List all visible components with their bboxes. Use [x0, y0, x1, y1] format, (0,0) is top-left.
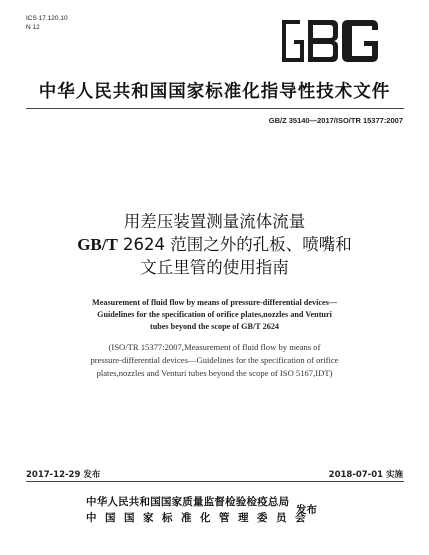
title-en-line3: tubes beyond the scope of GB/T 2624 [149, 322, 280, 331]
issue-date: 2017-12-29 发布 [26, 470, 101, 480]
publish-label: 发布 [296, 504, 317, 516]
title-zh-line1: 用差压装置测量流体流量 [123, 212, 306, 231]
issuer-line2: 中国国家标准化管理委员会 [86, 512, 314, 524]
standard-category-title: 中华人民共和国国家标准化指导性技术文件 [38, 82, 391, 102]
iso-note-line1: (ISO/TR 15377:2007,Measurement of fluid flow by means of [108, 342, 321, 352]
ics-code: ICS 17.120.10 [26, 15, 68, 22]
n-code: N 12 [26, 23, 40, 31]
standard-number: GB/Z 35140—2017/ISO/TR 15377:2007 [268, 116, 403, 125]
title-en-line2: Guidelines for the specification of orifice plates,nozzles and Venturi [97, 310, 332, 319]
title-zh-line2 [0, 235, 429, 255]
bottom-divider [26, 481, 404, 482]
iso-note-line3: plates,nozzles and Venturi tubes beyond the scope of ISO 5167,IDT) [96, 368, 333, 378]
title-zh-line2-rest: 2624 范围之外的孔板、喷嘴和 [117, 235, 352, 254]
iso-note-line2: pressure-differential devices—Guidelines for the specification of orifice [90, 355, 339, 365]
issuer-line1: 中华人民共和国国家质量监督检验检疫总局 [86, 496, 290, 508]
top-divider [26, 108, 404, 109]
title-en-line1: Measurement of fluid flow by means of pressure-differential devices— [92, 298, 337, 307]
implement-date: 2018-07-01 实施 [328, 470, 403, 480]
title-zh-code: GB/T [77, 235, 118, 254]
gb-logo-icon [272, 14, 402, 68]
title-zh-line3: 文丘里管的使用指南 [140, 258, 289, 277]
ics-code-block [26, 15, 68, 32]
